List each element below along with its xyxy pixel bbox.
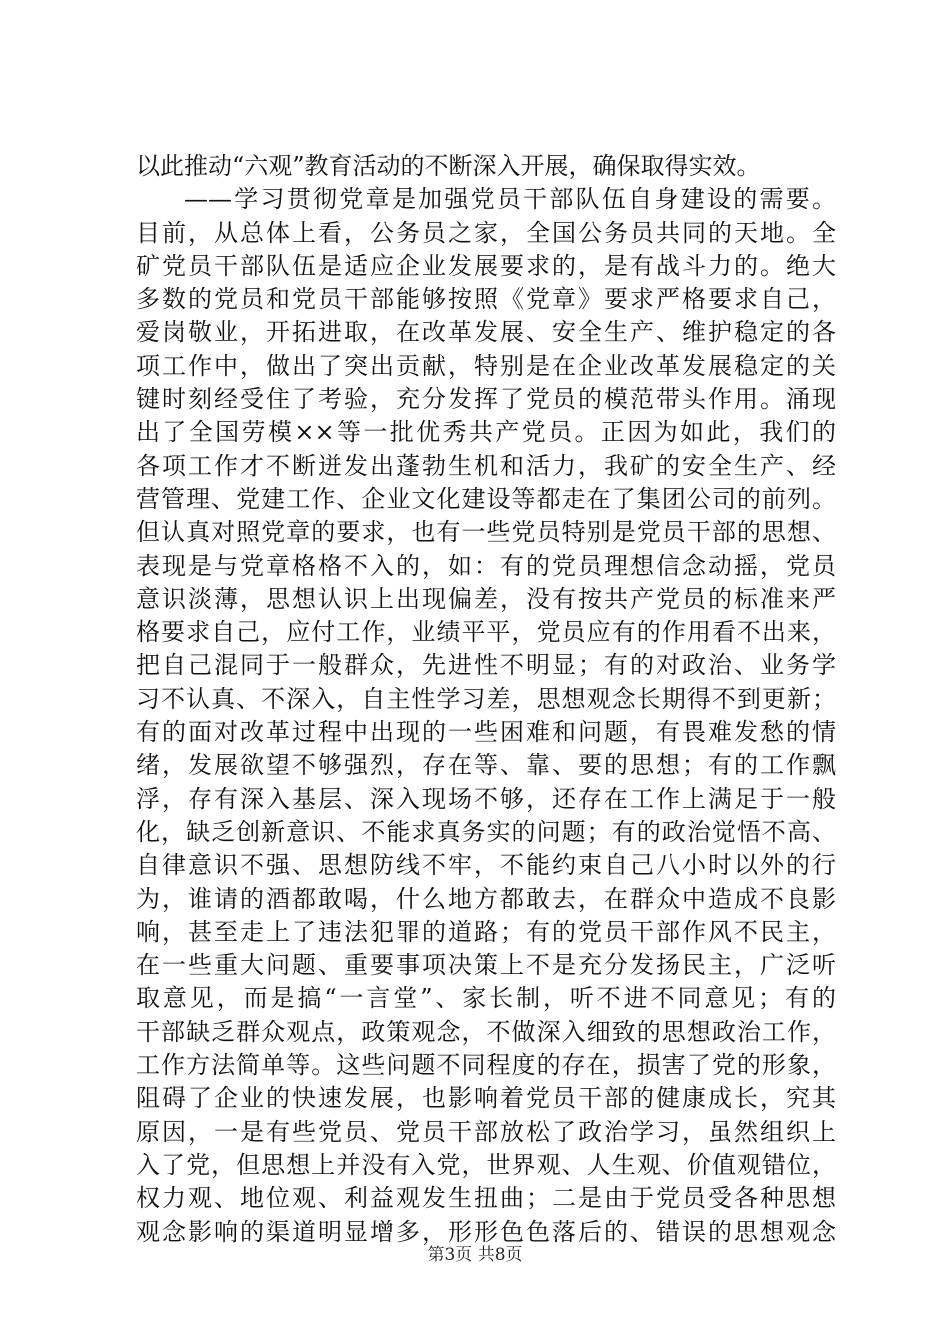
text-line: 目前，从总体上看，公务员之家，全国公务员共同的天地。全 <box>136 218 836 247</box>
text-line: 但认真对照党章的要求，也有一些党员特别是党员干部的思想、 <box>136 518 836 547</box>
text-line: 观念影响的渠道明显增多，形形色色落后的、错误的思想观念 <box>136 1217 836 1246</box>
text-line: 入了党，但思想上并没有入党，世界观、人生观、价值观错位， <box>136 1150 836 1179</box>
text-line: 出了全国劳模××等一批优秀共产党员。正因为如此，我们的 <box>136 418 836 447</box>
text-line: 权力观、地位观、利益观发生扭曲；二是由于党员受各种思想 <box>136 1184 836 1213</box>
text-line: 键时刻经受住了考验，充分发挥了党员的模范带头作用。涌现 <box>136 385 836 414</box>
body-text <box>136 150 836 1249</box>
text-line: 取意见，而是搞“一言堂”、家长制，听不进不同意见；有的 <box>136 984 836 1013</box>
text-line: ——学习贯彻党章是加强党员干部队伍自身建设的需要。 <box>184 185 836 214</box>
text-line: 爱岗敬业，开拓进取，在改革发展、安全生产、维护稳定的各 <box>136 318 836 347</box>
text-line: 阻碍了企业的快速发展，也影响着党员干部的健康成长，究其 <box>136 1084 836 1113</box>
text-line: 矿党员干部队伍是适应企业发展要求的，是有战斗力的。绝大 <box>136 251 836 280</box>
text-line: 营管理、党建工作、企业文化建设等都走在了集团公司的前列。 <box>136 484 836 513</box>
text-line: 浮，存有深入基层、深入现场不够，还存在工作上满足于一般 <box>136 784 836 813</box>
page-number-footer: 第3页 共8页 <box>427 1245 523 1265</box>
text-line: 表现是与党章格格不入的，如：有的党员理想信念动摇，党员 <box>136 551 836 580</box>
text-line: 项工作中，做出了突出贡献，特别是在企业改革发展稳定的关 <box>136 351 836 380</box>
text-line: 响，甚至走上了违法犯罪的道路；有的党员干部作风不民主， <box>136 917 836 946</box>
text-line: 干部缺乏群众观点，政策观念，不做深入细致的思想政治工作， <box>136 1017 836 1046</box>
text-line: 有的面对改革过程中出现的一些困难和问题，有畏难发愁的情 <box>136 718 836 747</box>
text-line: 化，缺乏创新意识、不能求真务实的问题；有的政治觉悟不高、 <box>136 817 836 846</box>
text-line: 意识淡薄，思想认识上出现偏差，没有按共产党员的标准来严 <box>136 584 836 613</box>
text-line: 多数的党员和党员干部能够按照《党章》要求严格要求自己， <box>136 285 836 314</box>
text-line: 为，谁请的酒都敢喝，什么地方都敢去，在群众中造成不良影 <box>136 884 836 913</box>
text-line: 在一些重大问题、重要事项决策上不是充分发扬民主，广泛听 <box>136 951 836 980</box>
text-line: 格要求自己，应付工作，业绩平平，党员应有的作用看不出来， <box>136 618 836 647</box>
text-line: 绪，发展欲望不够强烈，存在等、靠、要的思想；有的工作飘 <box>136 751 836 780</box>
text-line: 习不认真、不深入，自主性学习差，思想观念长期得不到更新； <box>136 684 836 713</box>
text-line: 原因，一是有些党员、党员干部放松了政治学习，虽然组织上 <box>136 1117 836 1146</box>
text-line: 工作方法简单等。这些问题不同程度的存在，损害了党的形象， <box>136 1051 836 1080</box>
text-line: 各项工作才不断迸发出蓬勃生机和活力，我矿的安全生产、经 <box>136 451 836 480</box>
text-line: 把自己混同于一般群众，先进性不明显；有的对政治、业务学 <box>136 651 836 680</box>
text-line: 自律意识不强、思想防线不牢，不能约束自己八小时以外的行 <box>136 851 836 880</box>
text-line: 以此推动“六观”教育活动的不断深入开展，确保取得实效。 <box>136 152 761 180</box>
